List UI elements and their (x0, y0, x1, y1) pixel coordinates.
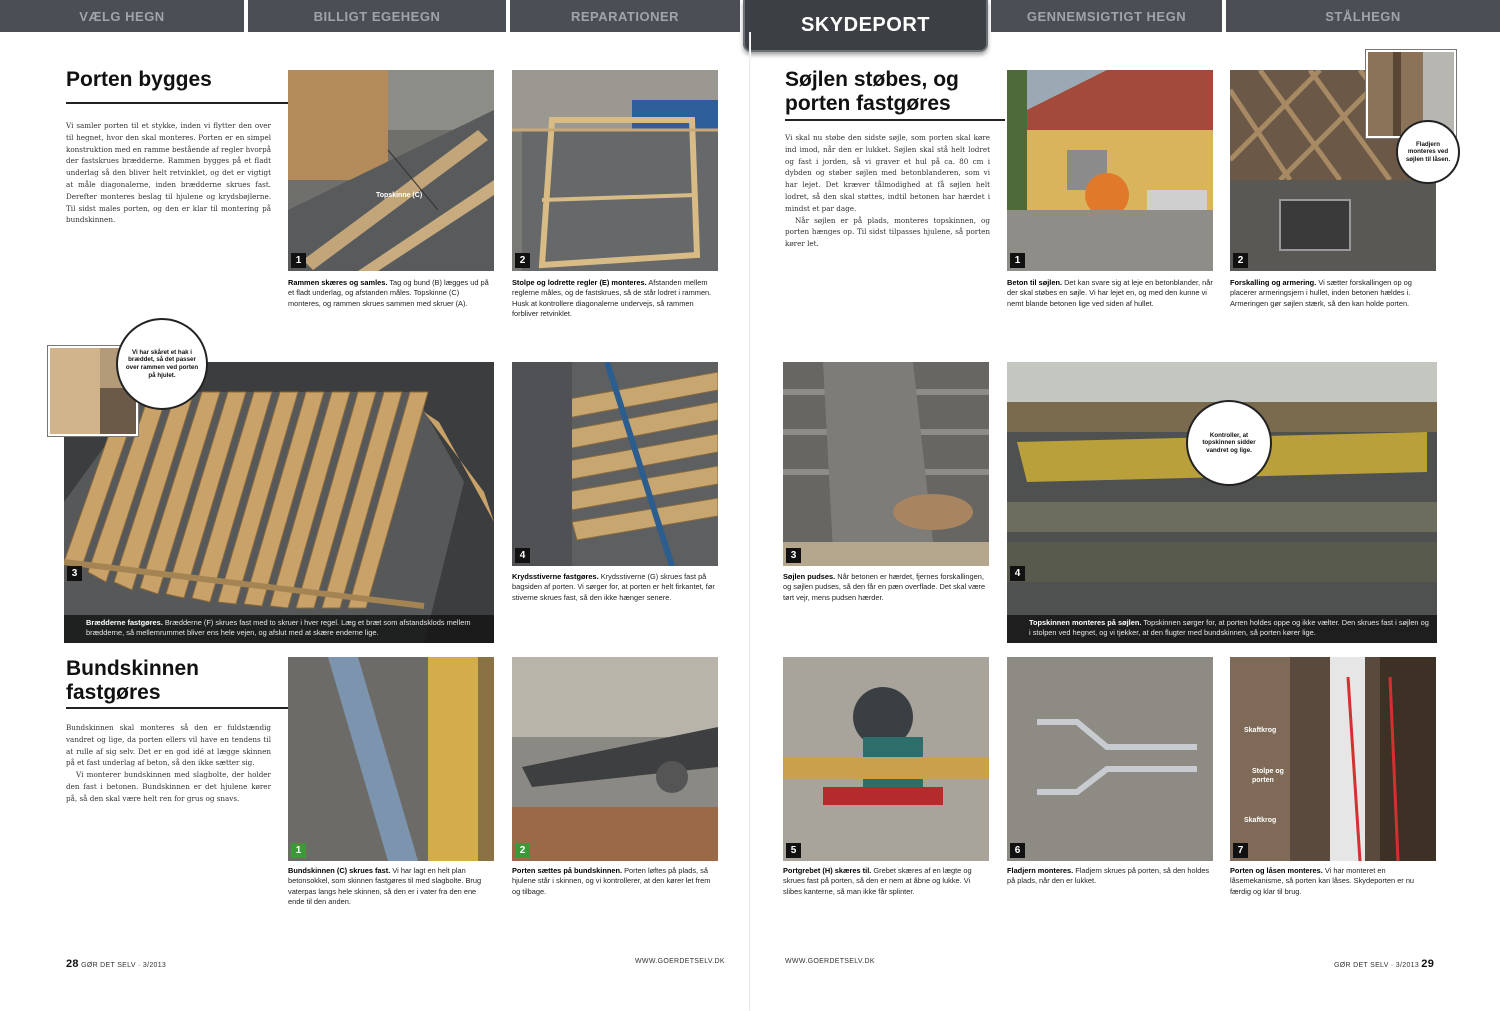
footer-url-left[interactable]: WWW.GOERDETSELV.DK (635, 958, 725, 965)
tab-reparationer[interactable]: REPARATIONER (510, 0, 740, 32)
caption-r-photo-5: Portgrebet (H) skæres til. Grebet skæres af en lægte og skrues fast på porten, så den er nem at åbne og lukke. Vi slibes kanterne, så man ikke får splinter. (783, 866, 972, 896)
tab-skydeport-active[interactable]: SKYDEPORT (743, 0, 988, 52)
tab-staalhegn[interactable]: STÅLHEGN (1226, 0, 1500, 32)
tab-billigt-egehegn[interactable]: BILLIGT EGEHEGN (248, 0, 506, 32)
photo-number: 2 (515, 843, 530, 858)
caption-photo-4: Krydsstiverne fastgøres. Krydsstiverne (G) skrues fast på bagsiden af porten. Vi sørger for, at porten er helt firkantet, før stiverne skrues fast, så den ikke hænger senere. (512, 572, 715, 602)
page-number-right: 29 (1421, 958, 1435, 970)
photo-number: 4 (1010, 566, 1025, 581)
photo-number: 1 (291, 253, 306, 268)
caption-r-photo-2: Forskalling og armering. Vi sætter forskallingen op og placerer armeringsjern i hullet, inden betonen hældes i. Armeringen gør søjlen stærk, så den kan holde porten. (1230, 278, 1412, 308)
photo-number: 6 (1010, 843, 1025, 858)
photo-mitre-saw (783, 657, 989, 861)
photo-label-topskinne: Topskinne (C) (376, 192, 423, 199)
intro-sojlen: Vi skal nu støbe den sidste søjle, som porten skal køre ind imod, når den er lukket. Søjlen skal stå helt lodret og fast i jorden, så vi graver et hul på ca. 80 cm i dybden og støber søjlen med betonblanderen, som vi har lejet. Det kræver tålmodighed at få søjlen helt lodret, så den skal støttes, indtil betonen har hærdet i mindst et par dage. Når søjlen er på plads, monteres topskinnen, og porten hænges op. Til sidst tilpasses hjulene, så porten kører let. (785, 133, 990, 249)
photo-label-skaftkrog-top: Skaftkrog (1244, 727, 1277, 734)
photo-number: 2 (515, 253, 530, 268)
photo-gate-lock (1230, 657, 1436, 861)
photo-frame-assembly (288, 70, 494, 271)
photo-vertical-rails (512, 70, 718, 271)
footer-magazine-right: GØR DET SELV · 3/2013 (1334, 962, 1420, 969)
caption-photo-3: Brædderne fastgøres. Brædderne (F) skrues fast med to skruer i hver regel. Læg et bræt som afstandsklods mellem brædderne, så mellemrummet bliver ens hele vejen, og afslut med at skære enderne lige. (64, 615, 494, 643)
caption-r-photo-3: Søjlen pudses. Når betonen er hærdet, fjernes forskallingen, og søjlen pudses, så den får en pæn overflade. Det skal være tørt vejr, mens pudsen hærder. (783, 572, 986, 602)
heading-rule (785, 119, 1005, 121)
page-gutter (749, 32, 751, 1011)
callout-bubble-notch: Vi har skåret et hak i bræddet, så det passer over rammen ved porten på hjulet. (116, 318, 208, 410)
photo-gate-on-rail (512, 657, 718, 861)
heading-bundskinnen: Bundskinnen fastgøres (66, 657, 200, 704)
footer-url-right[interactable]: WWW.GOERDETSELV.DK (785, 958, 875, 965)
caption-r-photo-4: Topskinnen monteres på søjlen. Topskinnen sørger for, at porten holdes oppe og ikke vælter. Den skrues fast i søjlen og i stolpen ved hegnet, og vi tjekker, at den flugter med bundskinnen, så porten kører lige. (1007, 615, 1437, 643)
callout-bubble-flatbar: Fladjern monteres ved søjlen til låsen. (1396, 120, 1460, 184)
caption-photo-2: Stolpe og lodrette regler (E) monteres. Afstanden mellem reglerne måles, og de fastskrues, så de står lodret i rammen. Husk at kontrollere diagonalerne undervejs, så rammen forbliver retvinklet. (512, 278, 712, 319)
tab-gennemsigtigt-hegn[interactable]: GENNEMSIGTIGT HEGN (991, 0, 1222, 32)
tab-vaelg-hegn[interactable]: VÆLG HEGN (0, 0, 244, 32)
photo-number: 3 (786, 548, 801, 563)
photo-label-skaftkrog-bottom: Skaftkrog (1244, 817, 1277, 824)
caption-photo-5: Bundskinnen (C) skrues fast. Vi har lagt en helt plan betonsokkel, som skinnen fastgøres til med slagbolte. Brug vaterpas langs hele skinnen, så den er i vater fra den ene ende til den anden. (288, 866, 482, 907)
caption-photo-1: Rammen skæres og samles. Tag og bund (B) lægges ud på et fladt underlag, og afstanden måles. Topskinne (C) monteres, og rammen skrues sammen med skruer (A). (288, 278, 489, 308)
photo-cement-mixer (1007, 70, 1213, 271)
photo-label-stolpe: Stolpe og porten (1252, 768, 1284, 784)
intro-bundskinnen: Bundskinnen skal monteres så den er fuldstændig vandret og lige, da porten ellers vil have en tendens til at rulle af sig selv. Det er en god idé at lægge skinnen på et fast underlag af beton, så den ikke sætter sig. Vi monterer bundskinnen med slagbolte, der holder den fast i betonen. Bundskinnen er det hjulene kører på, så den skal være helt ren for grus og snavs. (66, 723, 271, 803)
heading-sojlen-stobes: Søjlen støbes, og porten fastgøres (785, 68, 959, 115)
footer-left (66, 958, 166, 970)
section-tab-bar (0, 0, 1500, 36)
page-number-left: 28 (66, 958, 79, 970)
photo-cross-braces (512, 362, 718, 566)
photo-number: 3 (67, 566, 82, 581)
callout-bubble-top-rail: Kontroller, at topskinnen sidder vandret og lige. (1186, 400, 1272, 486)
photo-flat-bars (1007, 657, 1213, 861)
heading-rule (66, 102, 288, 104)
heading-porten-bygges: Porten bygges (66, 68, 212, 91)
photo-number: 1 (291, 843, 306, 858)
footer-magazine-left: GØR DET SELV · 3/2013 (81, 962, 167, 969)
photo-number: 7 (1233, 843, 1248, 858)
photo-number: 1 (1010, 253, 1025, 268)
caption-photo-6: Porten sættes på bundskinnen. Porten løftes på plads, så hjulene står i skinnen, og vi kontrollerer, at den kører let frem og tilbage. (512, 866, 711, 896)
caption-r-photo-1: Beton til søjlen. Det kan svare sig at leje en betonblander, når der skal støbes en søjle. Vi har lejet en, og med den kunne vi nemt blande betonen lige ved siden af hullet. (1007, 278, 1213, 308)
photo-bottom-rail (288, 657, 494, 861)
intro-porten-bygges: Vi samler porten til et stykke, inden vi flytter den over til hegnet, hvor den skal monteres. Porten er en simpel konstruktion med en ramme bestående af regler hvorpå der fastskrues brædderne. Rammen bygges på et fladt underlag så den bliver helt retvinklet, og det er vigtigt at måle diagonalerne, inden brædderne skrues fast. Derefter monteres beslag til hjulene og krydsbøjlerne. Til sidst males porten, og den er klar til montering på bundskinnen. (66, 121, 271, 225)
caption-r-photo-7: Porten og låsen monteres. Vi har monteret en låsemekanisme, så porten kan låses. Skydeporten er nu færdig og klar til brug. (1230, 866, 1415, 896)
caption-r-photo-6: Fladjern monteres. Fladjern skrues på porten, så den holdes på plads, når den er lukket. (1007, 866, 1210, 886)
photo-number: 5 (786, 843, 801, 858)
heading-rule (66, 707, 288, 709)
photo-number: 4 (515, 548, 530, 563)
photo-number: 2 (1233, 253, 1248, 268)
footer-right (1334, 958, 1434, 970)
photo-pillar-plaster (783, 362, 989, 566)
